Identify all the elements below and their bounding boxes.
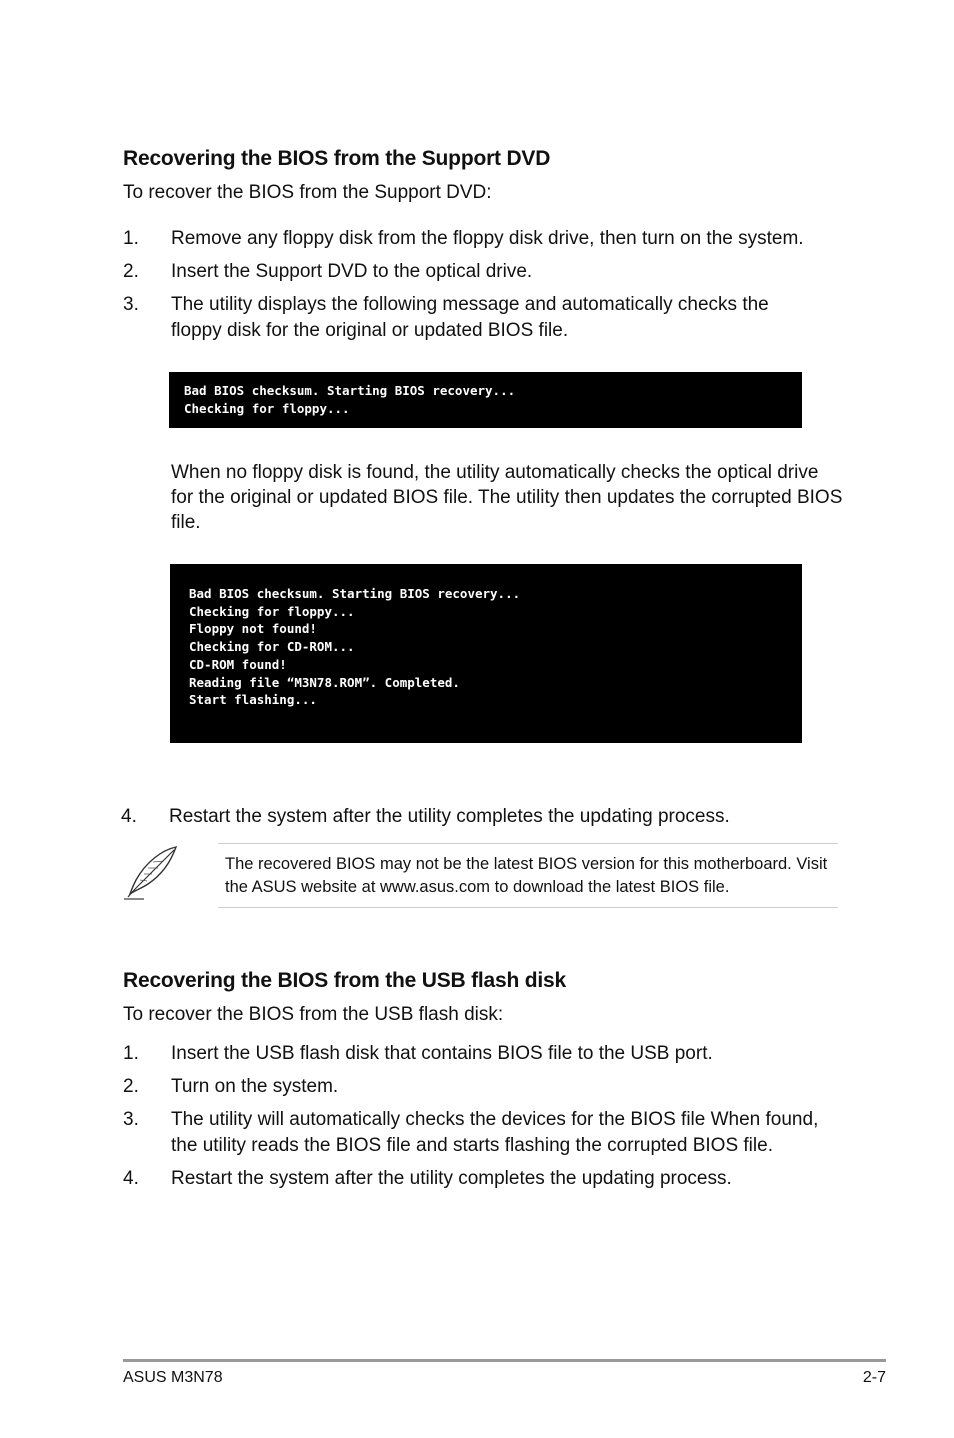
list-item [123, 1107, 845, 1159]
footer-divider [123, 1359, 886, 1362]
terminal-output-1 [169, 372, 802, 428]
intro-usb: To recover the BIOS from the USB flash disk: [123, 1004, 504, 1025]
terminal-line: CD-ROM found! [189, 656, 287, 672]
step-number: 2. [123, 261, 139, 282]
terminal-line: Bad BIOS checksum. Starting BIOS recovery... [189, 586, 521, 601]
step-text: Insert the Support DVD to the optical drive. [171, 261, 533, 282]
step-text: Remove any floppy disk from the floppy disk drive, then turn on the system. [171, 228, 804, 249]
terminal-line: Start flashing... [189, 692, 317, 708]
step-number: 2. [123, 1076, 139, 1097]
step-text: Restart the system after the utility completes the updating process. [171, 1168, 732, 1189]
step-text: Turn on the system. [171, 1076, 339, 1097]
list-item [123, 292, 813, 344]
step-text: Restart the system after the utility completes the updating process. [169, 806, 730, 827]
terminal-line: Checking for floppy... [184, 400, 350, 416]
footer-product-name: ASUS M3N78 [123, 1369, 223, 1386]
step-number: 1. [123, 228, 139, 249]
note-text: The recovered BIOS may not be the latest BIOS version for this motherboard. Visit the ASUS website at www.asus.com to download the latest BIOS file. [225, 855, 828, 896]
heading-recover-usb: Recovering the BIOS from the USB flash disk [123, 969, 566, 992]
list-item [123, 1041, 843, 1067]
terminal-line: Checking for floppy... [189, 603, 355, 619]
terminal-line: Bad BIOS checksum. Starting BIOS recovery... [184, 383, 516, 398]
list-item [123, 259, 843, 285]
footer-page-number: 2-7 [862, 1369, 886, 1386]
step-number: 1. [123, 1043, 139, 1064]
step-text: The utility will automatically checks the devices for the BIOS file When found, the utility reads the BIOS file and starts flashing the corrupted BIOS file. [171, 1109, 819, 1156]
terminal-line: Checking for CD-ROM... [189, 639, 355, 655]
step-number: 3. [123, 294, 139, 315]
list-item [123, 226, 843, 252]
list-item [123, 1166, 843, 1192]
list-item [123, 1074, 843, 1100]
note-box [218, 843, 838, 908]
step-number: 4. [121, 806, 137, 827]
terminal-line: Floppy not found! [189, 621, 317, 637]
step-text: The utility displays the following message and automatically checks the floppy disk for the original or updated BIOS file. [171, 294, 769, 341]
step-number: 3. [123, 1109, 139, 1130]
list-item [121, 804, 841, 830]
step-number: 4. [123, 1168, 139, 1189]
intro-dvd: To recover the BIOS from the Support DVD: [123, 182, 492, 203]
paragraph-no-floppy: When no floppy disk is found, the utility automatically checks the optical drive for the original or updated BIOS file. The utility then updates the corrupted BIOS file. [171, 462, 843, 533]
step-text: Insert the USB flash disk that contains BIOS file to the USB port. [171, 1043, 713, 1064]
terminal-line: Reading file “M3N78.ROM”. Completed. [189, 674, 460, 690]
terminal-output-2 [170, 564, 802, 743]
note-feather-icon [122, 844, 180, 902]
heading-recover-dvd: Recovering the BIOS from the Support DVD [123, 147, 551, 170]
